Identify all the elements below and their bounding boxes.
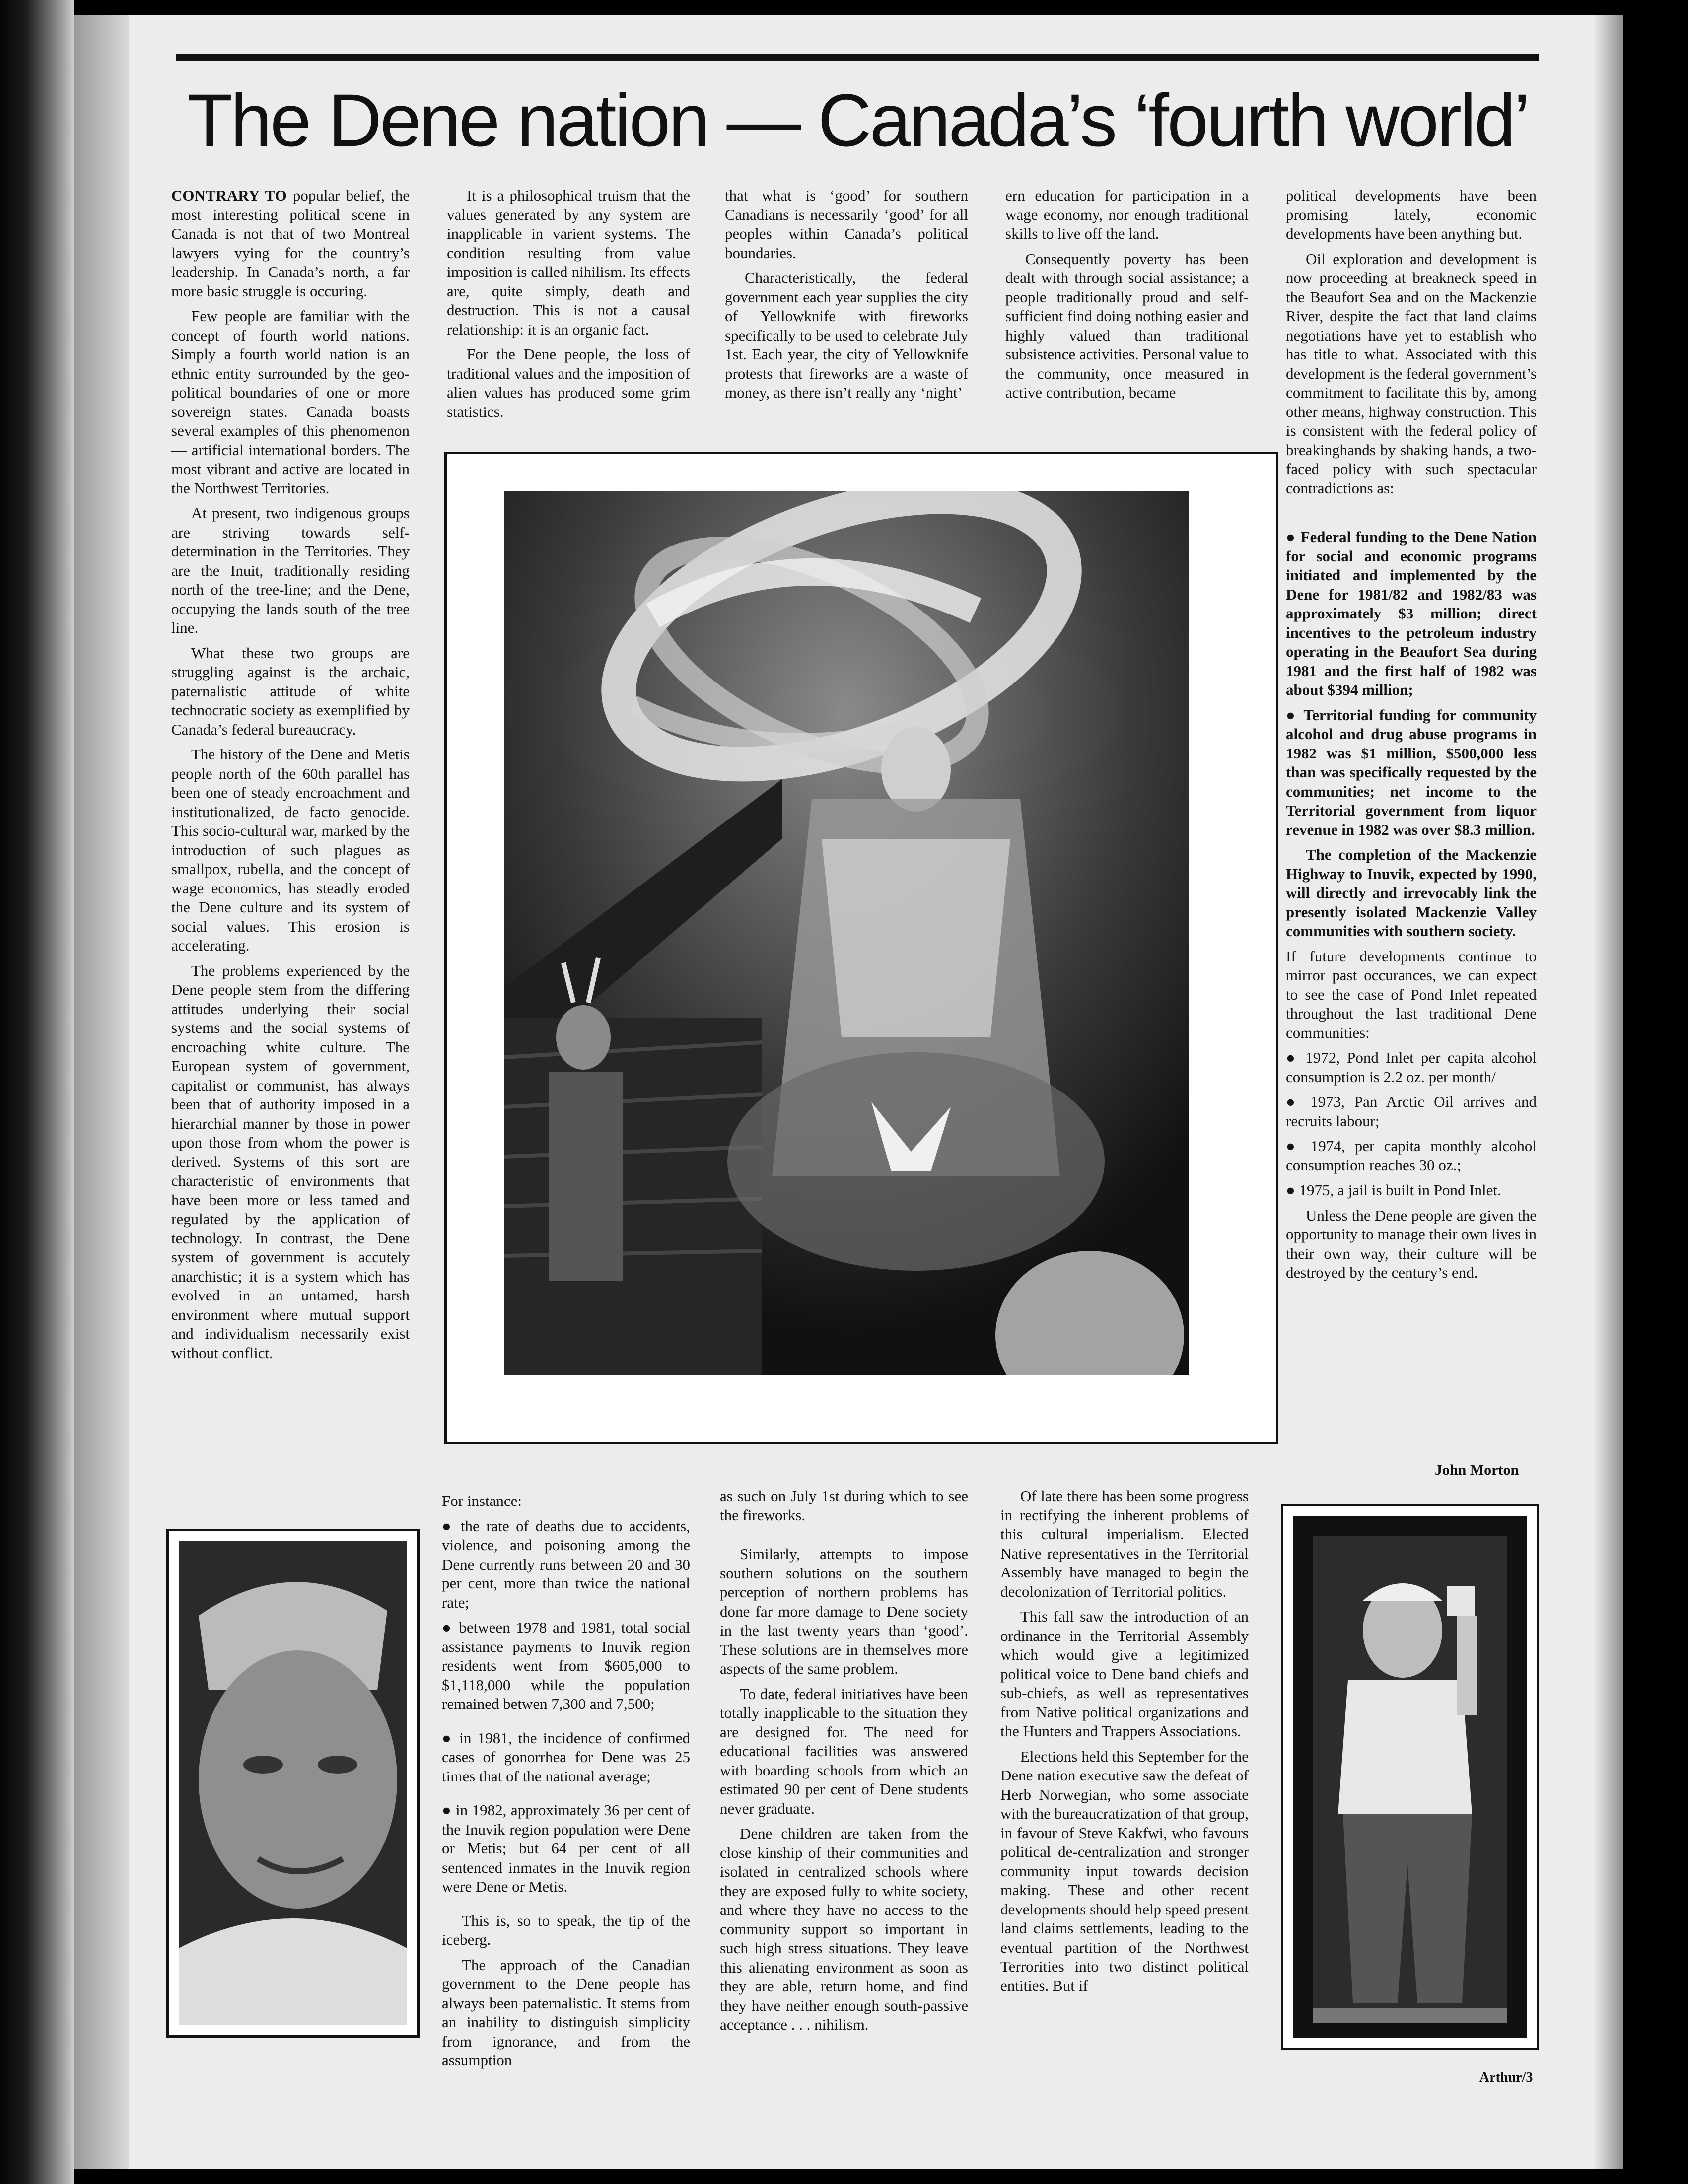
dancer-photo-image [504,491,1189,1375]
paragraph: This fall saw the introduction of an ordinance in the Territorial Assembly which would give a legitimized political voice to Dene band chiefs and sub-chiefs, as well as representatives from Native political organizations and the Hunters and Trappers Associations. [1000,1608,1249,1740]
bullet-item: ● between 1978 and 1981, total social assistance payments to Inuvik region residents went from $605,000 to $1,118,000 while the population remained betwen 7,300 and 7,500; [442,1618,690,1714]
scan-edge [0,0,74,2184]
paragraph: political developments have been promising lately, economic developments have been anything but. [1286,187,1537,242]
paragraph: ern education for participation in a wage economy, nor enough traditional skills to live off the land. [1005,187,1249,242]
paragraph: For instance: [442,1492,522,1509]
paragraph: For the Dene people, the loss of traditional values and the imposition of alien values has produced some grim statistics. [447,345,690,420]
paragraph: To date, federal initiatives have been totally inapplicable to the situation they are designed for. The need for educational facilities was answered with boarding schools from which an estimated 90 per cent of Dene students never graduate. [720,1685,968,1817]
page-edge-shadow [1594,15,1623,2169]
column-4-top [1005,186,1249,409]
elder-portrait-image [179,1541,407,2025]
paragraph: This is, so to speak, the tip of the iceberg. [442,1911,690,1948]
column-1 [171,186,410,1368]
column-3-bottom [720,1487,968,2041]
elder-standing-photo [1293,1516,1527,2038]
paragraph: It is a philosophical truism that the values generated by any system are inapplicable in varient systems. The condition resulting from value imposition is called nihilism. Its effects are, quite simply, death and destruction. This is not a causal relationship: it is an organic fact. [447,187,690,338]
paragraph: At present, two indigenous groups are striving towards self-determination in the Territories. They are the Inuit, traditionally residing north of the tree-line; and the Dene, occupying the lands south of the tree line. [171,504,410,636]
byline: John Morton [1435,1462,1519,1478]
paragraph: The history of the Dene and Metis people north of the 60th parallel has been one of steady encroachment and institutionalized, de facto genocide. This socio-cultural war, marked by the introduction of such plagues as smallpox, rubella, and the concept of wage economics, has steadly eroded the Dene culture and its system of social values. This erosion is accelerating. [171,746,410,954]
elder-portrait-photo [179,1541,407,2025]
bullet-item: ● Territorial funding for community alcohol and drug abuse programs in 1982 was $1 million, $500,000 less than was specifically requested by the communities; net income to the Territorial government from liquor revenue in 1982 was over $8.3 million. [1286,706,1537,840]
portrait-photo-frame-left [166,1529,420,2038]
column-3-top [725,186,968,409]
paragraph: Dene children are taken from the close kinship of their communities and isolated in centralized schools where they are exposed fully to white society, and where they have no access to the community support so important in such high stress situations. They leave this alienating environment as soon as they are able, return home, and find they have neither enough south-passive acceptance . . . nihilism. [720,1825,968,2033]
paragraph: If future developments continue to mirror past occurances, we can expect to see the case of Pond Inlet repeated throughout the last traditional Dene communities: [1286,947,1537,1041]
newspaper-page [74,15,1623,2169]
bullet-item: ● in 1982, approximately 36 per cent of the Inuvik region population were Dene or Metis; but 64 per cent of all sentenced inmates in the Inuvik region were Dene or Metis. [442,1801,690,1897]
paragraph: Similarly, attempts to impose southern solutions on the southern perception of northern problems has done far more damage to Dene society in the last twenty years than ‘good’. These solutions are in themselves more aspects of the same problem. [720,1545,968,1677]
page-number: Arthur/3 [1479,2070,1533,2085]
bullet-item: ● 1972, Pond Inlet per capita alcohol consumption is 2.2 oz. per month/ [1286,1048,1537,1087]
paragraph: Oil exploration and development is now proceeding at breakneck speed in the Beaufort Sea and on the Mackenzie River, despite the fact that land claims negotiations have yet to establish who has title to what. Associated with this development is the federal government’s commitment to facilitate this by, among other means, highway construction. This is consistent with the federal policy of breakinghands by shaking hands, a two-faced policy with such spectacular contradictions as: [1286,250,1537,497]
paragraph [171,186,410,301]
column-4-bottom [1000,1487,1249,2001]
paragraph: The approach of the Canadian government to the Dene people has always been paternalistic. It stems from an inability to distinguish simplicity from ignorance, and from the assumption [442,1956,690,2069]
top-rule [176,54,1539,61]
bullet-item: ● in 1981, the incidence of confirmed cases of gonorrhea for Dene was 25 times that of the national average; [442,1729,690,1786]
paragraph: Consequently poverty has been dealt with through social assistance; a people traditionally proud and self-sufficient find doing nothing easier and highly valued than traditional subsistence activities. Personal value to the community, once measured in active contribution, became [1005,250,1249,401]
column-2-top [447,186,690,427]
portrait-photo-frame-right [1281,1504,1539,2050]
paragraph: Of late there has been some progress in rectifying the inherent problems of this cultural imperialism. Elected Native representatives in the Territorial Assembly have managed to begin the decolonization of Territorial politics. [1000,1487,1249,1600]
column-2-bottom [442,1492,690,2076]
page-fold-shadow [74,15,129,2169]
lead-in: CONTRARY TO [171,187,287,204]
dancer-photo [504,491,1189,1375]
bullet-item: ● 1973, Pan Arctic Oil arrives and recruits labour; [1286,1092,1537,1131]
column-5 [1286,186,1537,1289]
paragraph: Unless the Dene people are given the opportunity to manage their own lives in their own way, their culture will be destroyed by the century’s end. [1286,1206,1537,1281]
bullet-item: ● the rate of deaths due to accidents, violence, and poisoning among the Dene currently runs between 20 and 30 per cent, more than twice the national rate; [442,1517,690,1613]
bullet-item: ● 1974, per capita monthly alcohol consumption reaches 30 oz.; [1286,1137,1537,1175]
bullet-item: ● Federal funding to the Dene Nation for social and economic programs initiated and implemented by the Dene for 1981/82 and 1982/83 was approximately $3 million; direct incentives to the petroleum industry operating in the Beaufort Sea during 1981 and the first half of 1982 was about $394 million; [1286,528,1537,700]
paragraph: Few people are familiar with the concept of fourth world nations. Simply a fourth world nation is an ethnic entity surrounded by the geo-political boundaries of one or more sovereign states. Canada boasts several examples of this phenomenon — artificial international borders. The most vibrant and active are located in the Northwest Territories. [171,307,410,497]
paragraph: that what is ‘good’ for southern Canadians is necessarily ‘good’ for all peoples within Canada’s political boundaries. [725,187,968,262]
main-photo-frame [444,452,1278,1444]
paragraph: Characteristically, the federal government each year supplies the city of Yellowknife with fireworks specifically to be used to celebrate July 1st. Each year, the city of Yellowknife protests that fireworks are a waste of money, as there isn’t really any ‘night’ [725,269,968,401]
headline: The Dene nation — Canada’s ‘fourth world’ [187,78,1529,162]
paragraph: as such on July 1st during which to see the fireworks. [720,1487,968,1524]
bullet-item: ● 1975, a jail is built in Pond Inlet. [1286,1181,1537,1200]
paragraph: What these two groups are struggling against is the archaic, paternalistic attitude of white technocratic society as exemplified by Canada’s federal bureaucracy. [171,644,410,738]
paragraph: The problems experienced by the Dene people stem from the differing attitudes underlying their social systems and the social systems of encroaching white culture. The European system of government, capitalist or communist, has always been that of authority imposed in a hierarchial manner by those in power upon those from whom the power is derived. Systems of this sort are characteristic of environments that have been more or less tamed and regulated by the application of technology. In contrast, the Dene system of government is accutely anarchistic; it is a system which has evolved in an untamed, harsh environment where mutual support and individualism necessarily exist without conflict. [171,961,410,1362]
elder-standing-image [1293,1516,1527,2038]
paragraph-text: popular belief, the most interesting political scene in Canada is not that of two Montreal lawyers vying for the country’s leadership. In Canada’s north, a far more basic struggle is occuring. [171,187,410,300]
paragraph: The completion of the Mackenzie Highway to Inuvik, expected by 1990, will directly and irrevocably link the presently isolated Mackenzie Valley communities with southern society. [1286,846,1537,940]
paragraph: Elections held this September for the Dene nation executive saw the defeat of Herb Norwegian, who some associate with the bureaucratization of that group, in favour of Steve Kakfwi, who favours political de-centralization and stronger community input towards decision making. These and other recent developments should help speed present land claims settlements, leading to the eventual partition of the Northwest Terrorities into two distinct political entities. But if [1000,1747,1249,1994]
